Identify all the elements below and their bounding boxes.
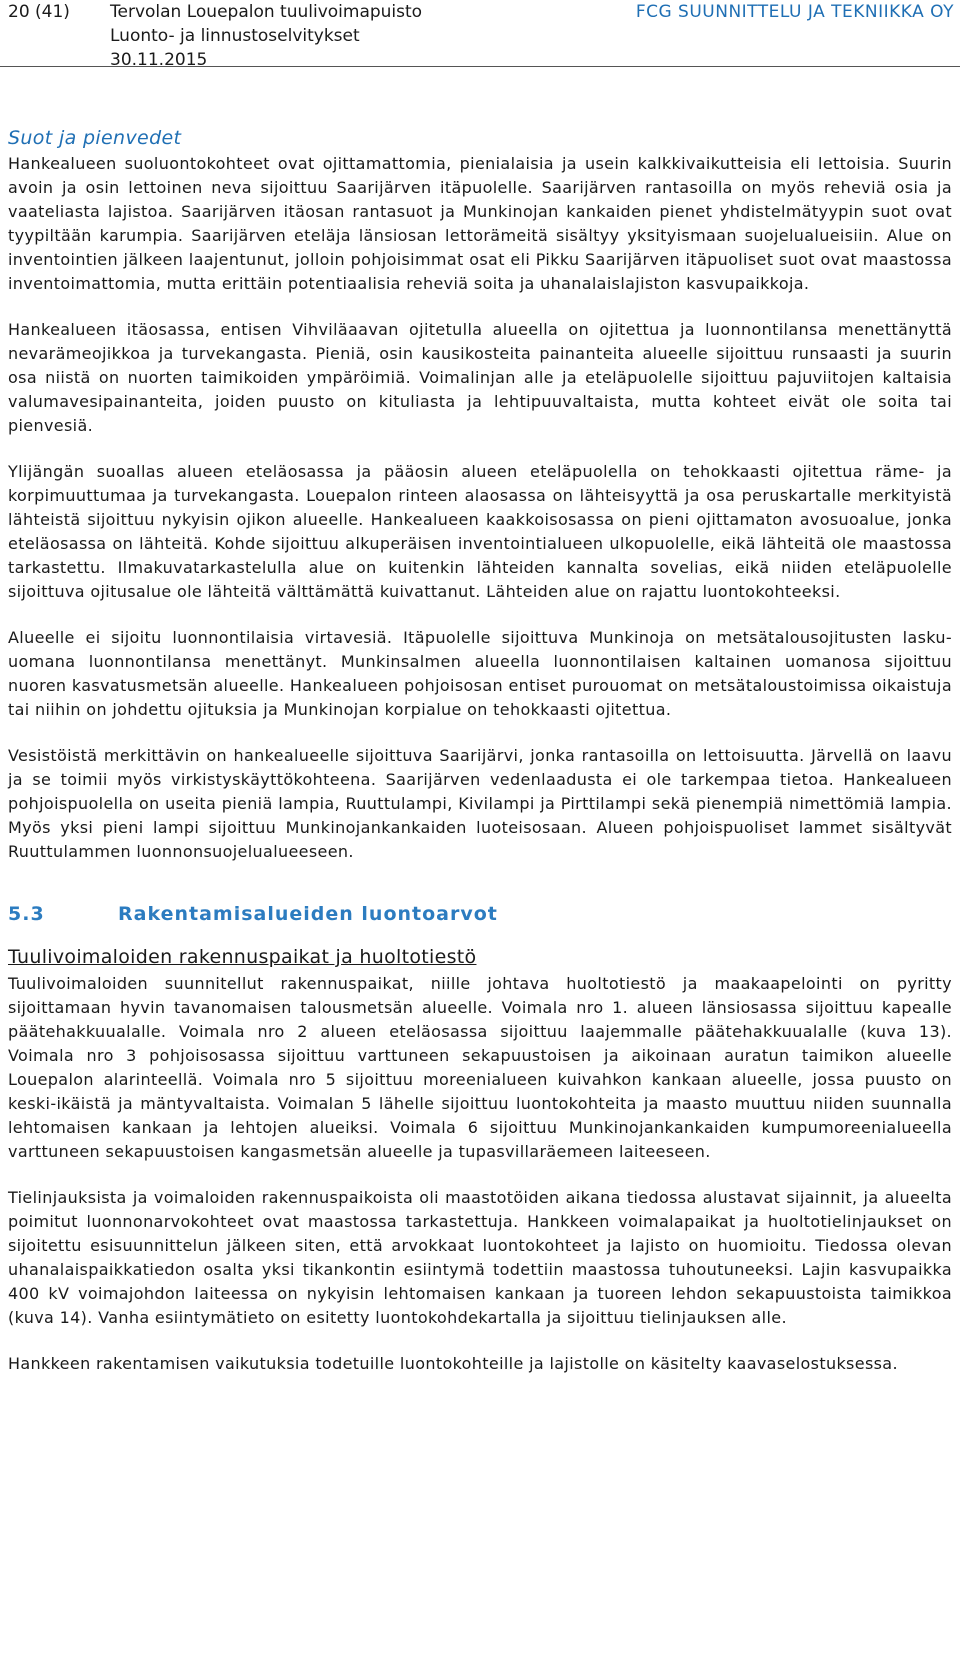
page-body [8,126,952,1398]
section-heading-5-3 [8,900,952,928]
paragraph: Hankkeen rakentamisen vaikutuksia todetuille luontokohteille ja lajistolle on käsitelty kaavaselostuksessa. [8,1354,898,1373]
paragraph: Tielinjauksista ja voimaloiden rakennuspaikoista oli maastotöiden aikana tiedossa alustavat sijainnit, ja alueelta poimitut luonnonarvokohteet ovat maastossa tarkastettuja. Hankkeen voimalapaikat ja huoltotielinjaukset on sijoitettu esisuunnittelun jälkeen siten, että arvokkaat luontokohteet ja lajisto on huomioitu. Tiedossa olevan uhanalaispaikkatiedon osalta yksi tikankontin esiintymä todettiin maastossa tuhoutuneeksi. Lajin kasvupaikka 400 kV voimajohdon laiteessa on nykyisin lehtomaisen kankaan ja tuoreen lehdon sekapuustoista taimikkoa (kuva 14). Vanha esiintymätieto on esitetty luontokohdekartalla ja sijoittuu tielinjauksen alle. [8,1188,952,1327]
section-heading-suot: Suot ja pienvedet [8,127,182,149]
document-title: Tervolan Louepalon tuulivoimapuisto [110,2,423,22]
subsection-heading-tuulivoimalat: Tuulivoimaloiden rakennuspaikat ja huoltotiestö [8,946,477,968]
paragraph: Alueelle ei sijoitu luonnontilaisia virtavesiä. Itäpuolelle sijoittuva Munkinoja on metsätalousojitusten lasku-uomana luonnontilansa menettänyt. Munkinsalmen alueella luonnontilaisen kaltainen uomanosa sijoittuu nuoren kasvatusmetsän alueelle. Hankealueen pohjoisosan entiset purouomat on metsätaloustoimissa oikaistuja tai niihin on johdettu ojituksia ja Munkinojan korpialue on tehokkaasti ojitettua. [8,628,952,719]
paragraph: Hankealueen itäosassa, entisen Vihviläaavan ojitetulla alueella on ojitettua ja luonnontilansa menettänyttä nevarämeojikkoa ja turvekangasta. Pieniä, osin kausikosteita painanteita alueelle sijoittuu runsaasti ja suurin osa niistä on nuorten taimikoiden ympäröimiä. Voimalinjan alle ja eteläpuolelle sijoittuu pajuviitojen kaltaisia valumavesipainanteita, joiden puusto on kituliasta ja lehtipuuvaltaista, mutta kohteet eivät ole soita tai pienvesiä. [8,320,952,435]
paragraph: Tuulivoimaloiden suunnitellut rakennuspaikat, niille johtava huoltotiestö ja maakaapelointi on pyritty sijoittamaan hyvin tavanomaisen talousmetsän alueelle. Voimala nro 1. alueen länsiosassa sijoittuu kapealle päätehakkuualalle. Voimala nro 2 alueen eteläosassa sijoittuu laajemmalle päätehakkuualalle (kuva 13). Voimala nro 3 pohjoisosassa sijoittuu varttuneen sekapuustoisen ja aikoinaan auratun taimikon alueelle Louepalon alarinteellä. Voimala nro 5 sijoittuu moreenialueen kuivahkon kankaan alueelle, jossa puusto on keski-ikäistä ja mäntyvaltaista. Voimalan 5 lähelle sijoittuu luontokohteita ja maasto muuttuu niiden suunnalla lehtomaisen kankaan ja lehtojen alueiksi. Voimala 6 sijoittuu Munkinojankankaiden kumpumoreenialueella varttuneen sekapuustoisen kangasmetsän alueelle ja tupasvillaräemeen laiteeseen. [8,974,952,1161]
document-subtitle: Luonto- ja linnustoselvitykset [110,26,360,46]
page-header [0,0,960,70]
paragraph: Hankealueen suoluontokohteet ovat ojittamattomia, pienialaisia ja usein kalkkivaikutteisia eli lettoisia. Suurin avoin ja osin lettoinen neva sijoittuu Saarijärven itäpuolelle. Saarijärven rantasoilla on myös reheviä osia ja vaateliasta lajistoa. Saarijärven itäosan rantasuot ja Munkinojan kankaiden pienet yhdistelmätyypin suot ovat tyypiltään karumpia. Saarijärven eteläja länsiosan lettorämeitä sisältyy yksityismaan suojelualueisiin. Alue on inventointien jälkeen laajentunut, jolloin pohjoisimmat osat eli Pikku Saarijärven itäpuoliset suot ovat maastossa inventoimattomia, mutta erittäin potentiaalisia reheviä soita ja uhanalaislajiston kasvupaikkoja. [8,154,952,293]
header-left [8,0,422,72]
paragraph: Vesistöistä merkittävin on hankealueelle sijoittuva Saarijärvi, jonka rantasoilla on lettoisuutta. Järvellä on laavu ja se toimii myös virkistyskäyttökohteena. Saarijärven vedenlaadusta ei ole tarkempaa tietoa. Hankealueen pohjoispuolella on useita pieniä lampia, Ruuttulampi, Kivilampi ja Pirttilampi sekä pienempiä nimettömiä lampia. Myös yksi pieni lampi sijoittuu Munkinojankankaiden luoteisosaan. Alueen pohjoispuoliset lammet sisältyvät Ruuttulammen luonnonsuojelualueeseen. [8,746,952,861]
section-number: 5.3 [8,903,45,925]
company-name: FCG SUUNNITTELU JA TEKNIIKKA OY [635,2,954,22]
document-date: 30.11.2015 [110,50,208,70]
section-title: Rakentamisalueiden luontoarvot [118,903,498,925]
paragraph: Ylijängän suoallas alueen eteläosassa ja pääosin alueen eteläpuolella on tehokkaasti ojitettua räme- ja korpimuuttumaa ja turvekangasta. Louepalon rinteen alaosassa on lähteisyyttä ja osa peruskartalle merkityistä lähteistä sijoittuu nykyisin ojikon alueelle. Hankealueen kaakkoisosassa on pieni ojittamaton avosuoalue, jonka eteläosassa on lähteitä. Kohde sijoittuu alkuperäisen inventointialueen ulkopuolelle, eikä lähteitä ole maastossa tarkastettu. Ilmakuvatarkastelulla alue on kuitenkin lähteiden kannalta sovelias, eikä niiden eteläpuolelle sijoittuva ojitusalue ole lähteitä välttämättä kuivattanut. Lähteiden alue on rajattu luontokohteeksi. [8,462,952,601]
page-number: 20 (41) [8,2,70,22]
